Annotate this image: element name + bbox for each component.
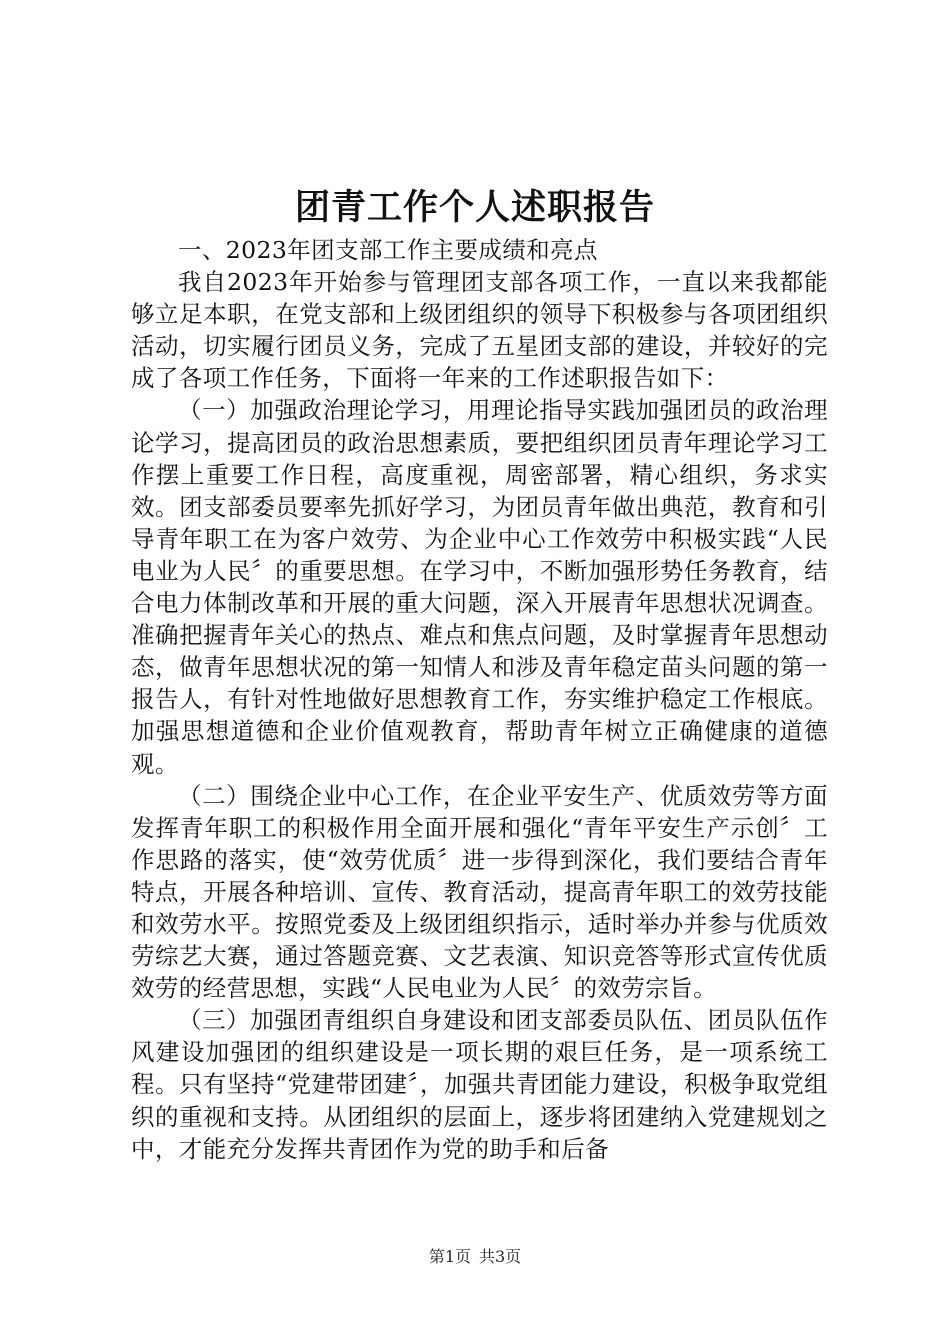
section-heading: 一、2023年团支部工作主要成绩和亮点	[178, 236, 598, 264]
page-number: 第1页	[428, 1247, 471, 1266]
document-body	[131, 234, 828, 1165]
page-total: 共3页	[479, 1247, 522, 1266]
paragraph-item-1: （一）加强政治理论学习，用理论指导实践加强团员的政治理论学习，提高团员的政治思想素质，要把组织团员青年理论学习工作摆上重要工作日程，高度重视，周密部署，精心组织，务求实效。团支部委员要率先抓好学习，为团员青年做出典范，教育和引导青年职工在为客户效劳、为企业中心工作效劳中积极实践“人民电业为人民〞的重要思想。在学习中，不断加强形势任务教育，结合电力体制改革和开展的重大问题，深入开展青年思想状况调查。准确把握青年关心的热点、难点和焦点问题，及时掌握青年思想动态，做青年思想状况的第一知情人和涉及青年稳定苗头问题的第一报告人，有针对性地做好思想教育工作，夯实维护稳定工作根底。加强思想道德和企业价值观教育，帮助青年树立正确健康的道德观。	[131, 396, 828, 778]
paragraph-item-3: （三）加强团青组织自身建设和团支部委员队伍、团员队伍作风建设加强团的组织建设是一项长期的艰巨任务，是一项系统工程。只有坚持“党建带团建〞，加强共青团能力建设，积极争取党组织的重视和支持。从团组织的层面上，逐步将团建纳入党建规划之中，才能充分发挥共青团作为党的助手和后备	[131, 1006, 828, 1163]
page-footer	[0, 1246, 950, 1268]
paragraph-intro: 我自2023年开始参与管理团支部各项工作，一直以来我都能够立足本职，在党支部和上级团组织的领导下积极参与各项团组织活动，切实履行团员义务，完成了五星团支部的建设，并较好的完成了各项工作任务，下面将一年来的工作述职报告如下：	[131, 268, 828, 393]
document-title: 团青工作个人述职报告	[294, 187, 655, 228]
paragraph-item-2: （二）围绕企业中心工作，在企业平安生产、优质效劳等方面发挥青年职工的积极作用全面开展和强化“青年平安生产示创〞工作思路的落实，使“效劳优质〞进一步得到深化，我们要结合青年特点，开展各种培训、宣传、教育活动，提高青年职工的效劳技能和效劳水平。按照党委及上级团组织指示，适时举办并参与优质效劳综艺大赛，通过答题竞赛、文艺表演、知识竞答等形式宣传优质效劳的经营思想，实践“人民电业为人民〞的效劳宗旨。	[131, 781, 828, 1003]
